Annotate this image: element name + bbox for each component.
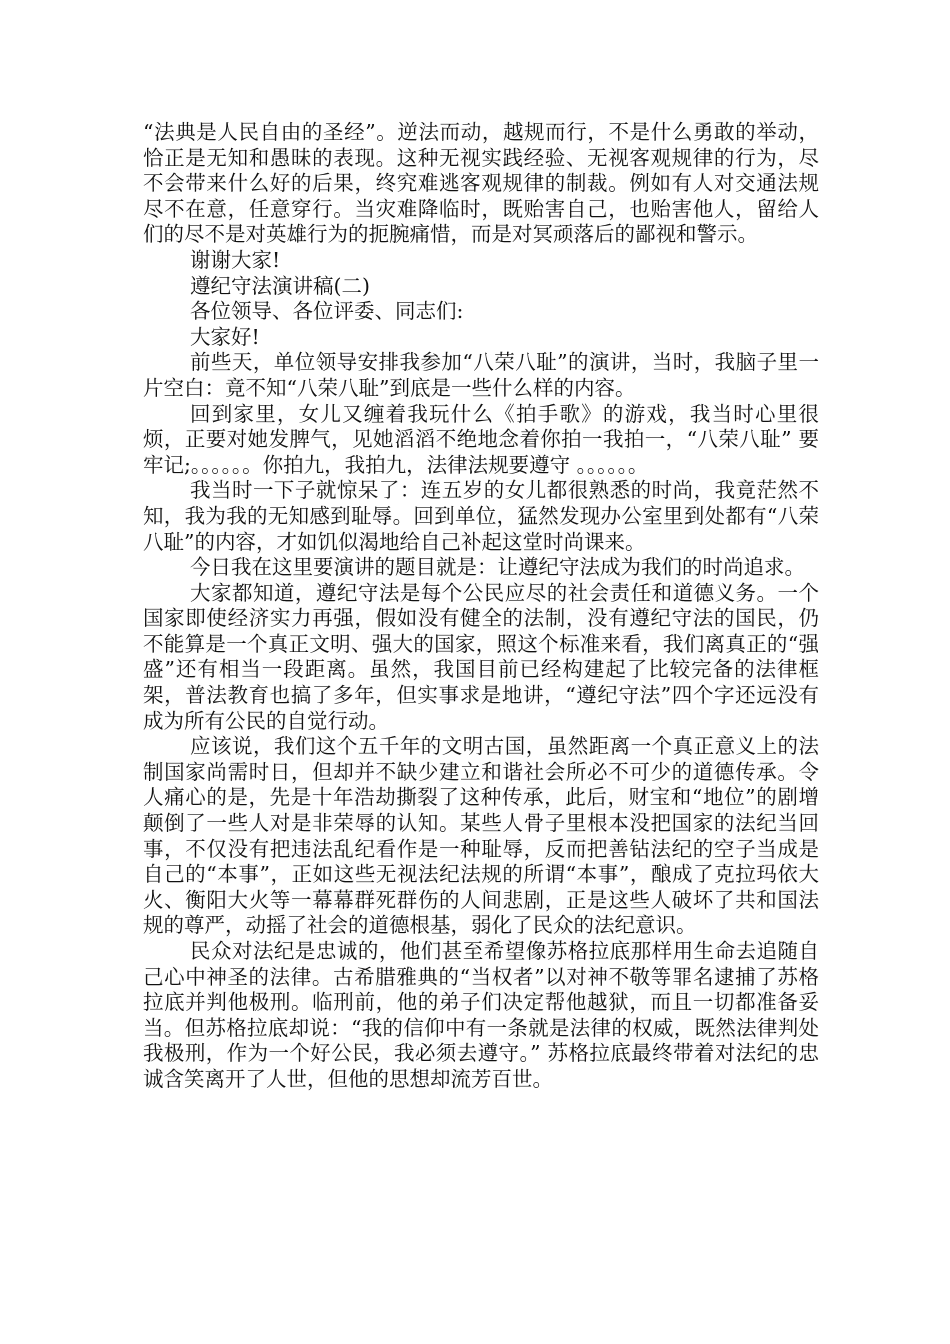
paragraph-salutation: 各位领导、各位评委、同志们: [190,299,464,324]
paragraph-body: 回到家里，女儿又缠着我玩什么《拍手歌》的游戏，我当时心里很烦，正要对她发脾气，见她滔滔不绝地念着你拍一我拍一，“八荣八耻” 要牢记;。。。。。。你拍九，我拍九，法律法规要遵守 。。。。。。 [143,401,819,477]
paragraph-greeting: 大家好! [190,324,260,349]
paragraph-body: 应该说，我们这个五千年的文明古国，虽然距离一个真正意义上的法制国家尚需时日，但却并不缺少建立和谐社会所必不可少的道德传承。令人痛心的是，先是十年浩劫撕裂了这种传承，此后，财宝和“地位”的剧增颠倒了一些人对是非荣辱的认知。某些人骨子里根本没把国家的法纪当回事，不仅没有把违法乱纪看作是一种耻辱，反而把善钻法纪的空子当成是自己的“本事”，正如这些无视法纪法规的所谓“本事”，酿成了克拉玛依大火、衡阳大火等一幕幕群死群伤的人间悲剧，正是这些人破坏了共和国法规的尊严，动摇了社会的道德根基，弱化了民众的法纪意识。 [143,734,819,938]
paragraph-body: 大家都知道，遵纪守法是每个公民应尽的社会责任和道德义务。一个国家即使经济实力再强，假如没有健全的法制，没有遵纪守法的国民，仍不能算是一个真正文明、强大的国家，照这个标准来看，我们离真正的“强盛”还有相当一段距离。虽然，我国目前已经构建起了比较完备的法律框架，普法教育也搞了多年，但实事求是地讲，“遵纪守法”四个字还远没有成为所有公民的自觉行动。 [143,580,819,733]
paragraph-body: 前些天，单位领导安排我参加“八荣八耻”的演讲，当时，我脑子里一片空白：竟不知“八荣八耻”到底是一些什么样的内容。 [143,350,819,400]
paragraph-body: 我当时一下子就惊呆了：连五岁的女儿都很熟悉的时尚，我竟茫然不知，我为我的无知感到耻辱。回到单位，猛然发现办公室里到处都有“八荣八耻”的内容，才如饥似渴地给自己补起这堂时尚课来。 [143,478,819,554]
paragraph-body: 今日我在这里要演讲的题目就是：让遵纪守法成为我们的时尚追求。 [190,555,805,580]
paragraph-continuation: “法典是人民自由的圣经”。逆法而动，越规而行，不是什么勇敢的举动，恰正是无知和愚昧的表现。这种无视实践经验、无视客观规律的行为，尽不会带来什么好的后果，终究难逃客观规律的制裁。例如有人对交通法规尽不在意，任意穿行。当灾难降临时，既贻害自己，也贻害他人，留给人们的尽不是对英雄行为的扼腕痛惜，而是对冥顽落后的鄙视和警示。 [143,120,819,247]
paragraph-thanks: 谢谢大家! [190,247,281,272]
document-body [143,120,819,1093]
paragraph-body: 民众对法纪是忠诚的，他们甚至希望像苏格拉底那样用生命去追随自己心中神圣的法律。古希腊雅典的“当权者”以对神不敬等罪名逮捕了苏格拉底并判他极刑。临刑前，他的弟子们决定帮他越狱，而且一切都准备妥当。但苏格拉底却说：“我的信仰中有一条就是法律的权威，既然法律判处我极刑，作为一个好公民，我必须去遵守。” 苏格拉底最终带着对法纪的忠诚含笑离开了人世，但他的思想却流芳百世。 [143,939,819,1091]
section-heading: 遵纪守法演讲稿(二) [190,273,370,298]
